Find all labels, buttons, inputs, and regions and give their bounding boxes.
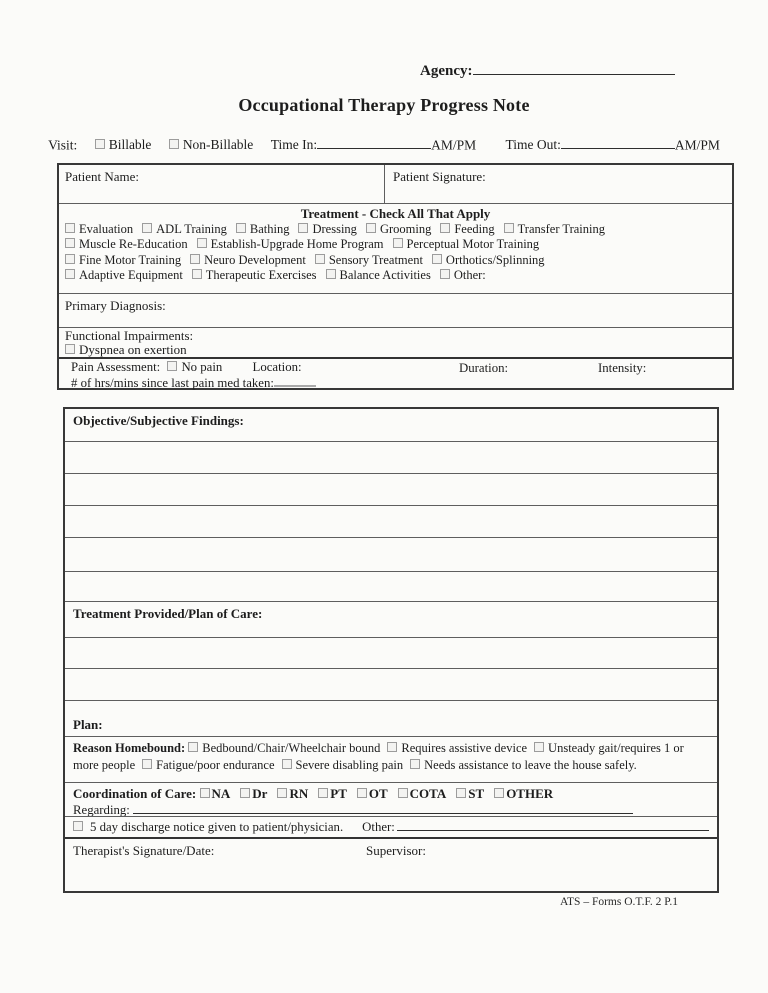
checkbox-option-label: Establish-Upgrade Home Program [210, 237, 384, 252]
pain-hrs-label: # of hrs/mins since last pain med taken: [71, 375, 274, 390]
checkbox-option[interactable] [73, 820, 343, 835]
findings-blank-row[interactable] [65, 571, 717, 601]
checkbox-option-label: Balance Activities [339, 268, 431, 283]
checkbox-option-label: Adaptive Equipment [79, 268, 183, 283]
checkbox-option[interactable] [65, 253, 181, 267]
time-out-ampm: AM/PM [674, 137, 720, 153]
checkbox-icon[interactable] [366, 223, 376, 233]
checkbox-option-label: PT [330, 786, 347, 801]
checkbox-option[interactable] [65, 222, 133, 236]
checkbox-option-label: Orthotics/Splinning [445, 252, 545, 267]
regarding-blank-field[interactable] [133, 802, 633, 814]
checkbox-option[interactable] [410, 758, 637, 772]
checkbox-option[interactable] [240, 786, 267, 801]
checkbox-option-label: Sensory Treatment [328, 252, 423, 267]
non-billable-checkbox-icon[interactable] [169, 139, 179, 149]
care-blank-row[interactable] [65, 668, 717, 700]
coordination-of-care-row [65, 782, 717, 816]
checkbox-option[interactable] [366, 222, 431, 236]
checkbox-option[interactable] [315, 253, 423, 267]
page-title: Occupational Therapy Progress Note [238, 95, 530, 115]
agency-line [420, 61, 675, 80]
checkbox-icon[interactable] [197, 238, 207, 248]
signature-row [65, 837, 717, 891]
checkbox-icon[interactable] [200, 788, 210, 798]
checkbox-option-label: NA [211, 786, 231, 801]
checkbox-option[interactable] [440, 222, 494, 236]
coordination-options [200, 786, 564, 801]
checkbox-icon[interactable] [456, 788, 466, 798]
checkbox-option-label: OTHER [506, 786, 554, 801]
checkbox-option[interactable] [167, 360, 222, 374]
checkbox-option[interactable] [188, 741, 380, 755]
checkbox-icon[interactable] [534, 742, 544, 752]
non-billable-option[interactable] [169, 137, 254, 152]
checkbox-icon[interactable] [277, 788, 287, 798]
pain-assessment-label: Pain Assessment: [71, 360, 161, 374]
care-header-row [65, 601, 717, 637]
coordination-label: Coordination of Care: [73, 786, 197, 801]
treatment-header: Treatment - Check All That Apply [300, 206, 491, 221]
primary-diagnosis-row[interactable] [59, 293, 732, 327]
functional-impairments-label: Functional Impairments: [65, 328, 194, 343]
findings-blank-row[interactable] [65, 505, 717, 537]
checkbox-option[interactable] [236, 222, 290, 236]
pain-location-label: Location: [252, 360, 302, 374]
care-header: Treatment Provided/Plan of Care: [73, 606, 263, 621]
checkbox-option-label: Requires assistive device [401, 741, 528, 755]
checkbox-icon[interactable] [167, 361, 177, 371]
checkbox-option[interactable] [318, 786, 347, 801]
checkbox-icon[interactable] [65, 254, 75, 264]
time-in-label: Time In: [270, 137, 318, 153]
patient-name-row [59, 165, 732, 203]
treatment-section [59, 203, 732, 293]
checkbox-option[interactable] [282, 758, 404, 772]
visit-line [0, 137, 768, 153]
time-in-ampm: AM/PM [431, 137, 477, 153]
findings-header: Objective/Subjective Findings: [73, 413, 244, 428]
checkbox-option-label: Severe disabling pain [295, 757, 404, 772]
checkbox-option-label: Therapeutic Exercises [205, 268, 317, 283]
patient-info-box [57, 163, 734, 390]
patient-name-cell[interactable] [59, 165, 385, 203]
pain-assessment-row [59, 357, 732, 388]
functional-impairments-row [59, 327, 732, 357]
checkbox-option[interactable] [393, 237, 540, 251]
checkbox-option[interactable] [357, 786, 388, 801]
checkbox-icon[interactable] [440, 269, 450, 279]
checkbox-icon[interactable] [410, 759, 420, 769]
checkbox-option[interactable] [387, 741, 527, 755]
time-out-label: Time Out: [505, 137, 561, 153]
pain-line-2 [71, 375, 732, 391]
checkbox-icon[interactable] [357, 788, 367, 798]
checkbox-option-label: Fine Motor Training [79, 252, 182, 267]
checkbox-option-label: Evaluation [79, 221, 134, 236]
checkbox-option[interactable] [398, 786, 447, 801]
checkbox-icon[interactable] [504, 223, 514, 233]
patient-signature-cell[interactable] [385, 165, 732, 203]
checkbox-option-label: RN [289, 786, 309, 801]
checkbox-icon[interactable] [282, 759, 292, 769]
treatment-row-4 [59, 268, 732, 284]
checkbox-icon[interactable] [142, 759, 152, 769]
discharge-other-blank-field[interactable] [397, 819, 709, 831]
checkbox-icon[interactable] [240, 788, 250, 798]
checkbox-option-label: Grooming [379, 221, 432, 236]
checkbox-icon[interactable] [387, 742, 397, 752]
checkbox-icon[interactable] [315, 254, 325, 264]
checkbox-icon[interactable] [65, 344, 75, 354]
checkbox-option[interactable] [277, 786, 308, 801]
discharge-notice-row [65, 816, 717, 837]
reason-homebound-row [65, 736, 717, 782]
checkbox-option-label: COTA [409, 786, 447, 801]
plan-label: Plan: [73, 717, 103, 732]
checkbox-option-label: Muscle Re-Education [79, 237, 188, 252]
non-billable-label: Non-Billable [182, 137, 254, 153]
patient-signature-label: Patient Signature: [393, 169, 486, 184]
checkbox-option-label: Fatigue/poor endurance [156, 757, 275, 772]
checkbox-option[interactable] [432, 253, 545, 267]
checkbox-icon[interactable] [65, 269, 75, 279]
treatment-row-2 [59, 237, 732, 253]
checkbox-option[interactable] [142, 758, 274, 772]
checkbox-icon[interactable] [142, 223, 152, 233]
findings-blank-row[interactable] [65, 537, 717, 571]
discharge-options [73, 820, 352, 835]
checkbox-option[interactable] [504, 222, 605, 236]
checkbox-option[interactable] [440, 268, 486, 282]
checkbox-option[interactable] [197, 237, 384, 251]
checkbox-option[interactable] [456, 786, 484, 801]
checkbox-icon[interactable] [398, 788, 408, 798]
checkbox-icon[interactable] [440, 223, 450, 233]
checkbox-option-label: Dressing [312, 221, 357, 236]
checkbox-icon[interactable] [192, 269, 202, 279]
pain-line-1 [71, 360, 732, 375]
discharge-other-label: Other: [362, 819, 395, 834]
checkbox-option-label: ST [468, 786, 485, 801]
pain-intensity-label: Intensity: [598, 361, 647, 375]
therapist-signature-label[interactable]: Therapist's Signature/Date: [73, 843, 215, 858]
checkbox-option-label: OT [368, 786, 388, 801]
checkbox-icon[interactable] [393, 238, 403, 248]
checkbox-option[interactable] [192, 268, 317, 282]
notes-box [63, 407, 719, 893]
billable-label: Billable [108, 137, 152, 153]
checkbox-option-label: Transfer Training [517, 221, 606, 236]
primary-diagnosis-label: Primary Diagnosis: [65, 298, 166, 313]
checkbox-option[interactable] [142, 222, 227, 236]
checkbox-icon[interactable] [73, 821, 83, 831]
checkbox-option-label: Unsteady gait/requires 1 or more people [73, 741, 684, 772]
pain-options [167, 360, 231, 374]
checkbox-option[interactable] [65, 237, 188, 251]
checkbox-icon[interactable] [65, 223, 75, 233]
reason-homebound-label: Reason Homebound: [73, 741, 186, 755]
time-in-blank-field[interactable] [317, 137, 431, 149]
checkbox-icon[interactable] [190, 254, 200, 264]
billable-checkbox-icon[interactable] [95, 139, 105, 149]
checkbox-option-label: Dr [252, 786, 268, 801]
patient-name-label: Patient Name: [65, 169, 140, 184]
checkbox-option-label: No pain [181, 360, 223, 374]
plan-row[interactable] [65, 700, 717, 736]
pain-duration-label: Duration: [459, 361, 509, 375]
checkbox-option-label: 5 day discharge notice given to patient/physician. [90, 819, 344, 834]
checkbox-option-label: Bedbound/Chair/Wheelchair bound [202, 741, 381, 755]
checkbox-option-label: Perceptual Motor Training [406, 237, 540, 252]
checkbox-option-label: Feeding [454, 221, 495, 236]
checkbox-option-label: Dyspnea on exertion [79, 342, 187, 357]
checkbox-option[interactable] [65, 268, 183, 282]
pain-hrs-blank-field[interactable] [274, 375, 316, 387]
form-footer: ATS – Forms O.T.F. 2 P.1 [560, 896, 679, 908]
supervisor-label[interactable]: Supervisor: [366, 843, 426, 858]
checkbox-icon[interactable] [318, 788, 328, 798]
agency-blank-field[interactable] [473, 61, 675, 75]
checkbox-option[interactable] [326, 268, 431, 282]
checkbox-option-label: Other: [453, 268, 486, 283]
checkbox-option[interactable] [298, 222, 356, 236]
checkbox-icon[interactable] [188, 742, 198, 752]
checkbox-option[interactable] [190, 253, 306, 267]
agency-label: Agency: [420, 62, 473, 79]
functional-impairments-options [65, 343, 726, 357]
checkbox-icon[interactable] [298, 223, 308, 233]
checkbox-option[interactable] [494, 786, 553, 801]
visit-label: Visit: [48, 137, 78, 153]
billable-option[interactable] [95, 137, 152, 152]
regarding-label: Regarding: [73, 802, 130, 817]
checkbox-icon[interactable] [65, 238, 75, 248]
checkbox-option-label: Needs assistance to leave the house safely. [424, 757, 637, 772]
checkbox-icon[interactable] [432, 254, 442, 264]
treatment-row-1 [59, 222, 732, 238]
findings-blank-row[interactable] [65, 473, 717, 505]
checkbox-icon[interactable] [494, 788, 504, 798]
treatment-row-3 [59, 253, 732, 269]
checkbox-option[interactable] [200, 786, 231, 801]
coordination-line [65, 783, 717, 802]
checkbox-option-label: Neuro Development [204, 252, 306, 267]
checkbox-icon[interactable] [236, 223, 246, 233]
checkbox-option[interactable] [65, 342, 187, 357]
findings-blank-row[interactable] [65, 441, 717, 473]
findings-header-row [65, 409, 717, 441]
care-blank-row[interactable] [65, 637, 717, 668]
time-out-blank-field[interactable] [561, 137, 675, 149]
checkbox-option-label: ADL Training [156, 221, 227, 236]
checkbox-icon[interactable] [326, 269, 336, 279]
checkbox-option-label: Bathing [249, 221, 290, 236]
